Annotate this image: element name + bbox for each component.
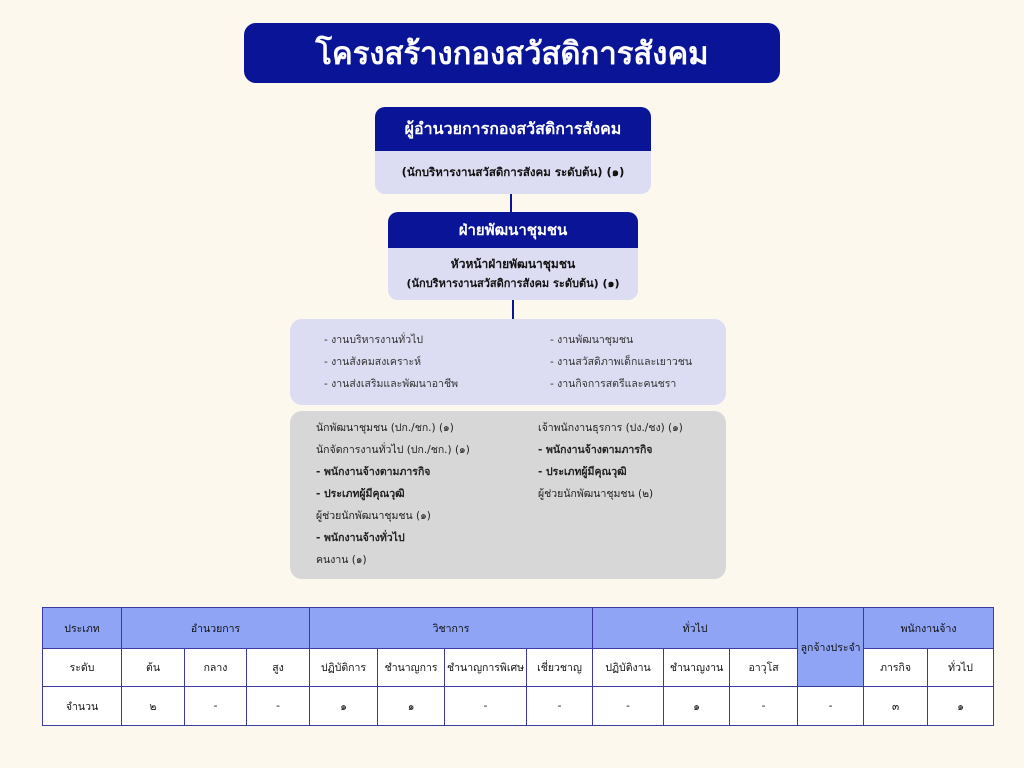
staff-item: เจ้าพนักงานธุรการ (ปง./ชง) (๑) (538, 422, 683, 434)
level-cell: อาวุโส (730, 649, 798, 687)
director-title-box (375, 107, 651, 151)
task-list-box (290, 319, 726, 405)
level-cell: ทั่วไป (928, 649, 994, 687)
section-head-position: (นักบริหารงานสวัสดิการสังคม ระดับต้น) (๑) (406, 277, 620, 290)
level-cell: กลาง (185, 649, 247, 687)
staff-item: นักพัฒนาชุมชน (ปก./ชก.) (๑) (316, 422, 454, 434)
staff-category: - ประเภทผู้มีคุณวุฒิ (316, 488, 405, 500)
level-cell: เชี่ยวชาญ (527, 649, 593, 687)
staff-category: - พนักงานจ้างตามภารกิจ (316, 466, 431, 478)
task-item: - งานบริหารงานทั่วไป (324, 334, 424, 346)
connector-line (510, 194, 512, 213)
row-header-type: ประเภท (43, 608, 122, 649)
count-cell: - (247, 687, 310, 726)
level-cell: ชำนาญงาน (664, 649, 730, 687)
level-cell: ภารกิจ (864, 649, 928, 687)
group-academic: วิชาการ (310, 608, 593, 649)
table-row (43, 608, 994, 649)
group-permanent: ลูกจ้างประจำ (798, 608, 864, 687)
staff-list-box (290, 411, 726, 579)
level-cell: ชำนาญการ (378, 649, 445, 687)
level-cell: ปฏิบัติงาน (593, 649, 664, 687)
task-item: - งานกิจการสตรีและคนชรา (550, 378, 677, 390)
summary-table (42, 607, 994, 726)
level-cell: สูง (247, 649, 310, 687)
count-cell: - (445, 687, 527, 726)
count-cell: ๑ (664, 687, 730, 726)
connector-line (512, 300, 514, 319)
staff-item: ผู้ช่วยนักพัฒนาชุมชน (๒) (538, 488, 654, 500)
count-cell: ๓ (864, 687, 928, 726)
group-management: อำนวยการ (122, 608, 310, 649)
director-position: (นักบริหารงานสวัสดิการสังคม ระดับต้น) (๑) (401, 164, 625, 179)
count-cell: - (185, 687, 247, 726)
director-position-box (375, 151, 651, 194)
count-cell: ๒ (122, 687, 185, 726)
count-cell: - (730, 687, 798, 726)
row-header-level: ระดับ (43, 649, 122, 687)
count-cell: - (593, 687, 664, 726)
staff-item: นักจัดการงานทั่วไป (ปก./ชก.) (๑) (316, 444, 470, 456)
level-cell: ชำนาญการพิเศษ (445, 649, 527, 687)
section-head: หัวหน้าฝ่ายพัฒนาชุมชน (450, 257, 576, 271)
table-row (43, 687, 994, 726)
staff-category: - พนักงานจ้างทั่วไป (316, 532, 405, 544)
group-general: ทั่วไป (593, 608, 798, 649)
count-cell: - (798, 687, 864, 726)
count-cell: ๑ (928, 687, 994, 726)
director-title: ผู้อำนวยการกองสวัสดิการสังคม (404, 118, 622, 138)
staff-category: - ประเภทผู้มีคุณวุฒิ (538, 466, 627, 478)
group-contract: พนักงานจ้าง (864, 608, 994, 649)
task-item: - งานสังคมสงเคราะห์ (324, 356, 422, 368)
task-item: - งานพัฒนาชุมชน (550, 334, 634, 346)
count-cell: ๑ (310, 687, 378, 726)
staff-item: คนงาน (๑) (316, 554, 367, 566)
task-item: - งานส่งเสริมและพัฒนาอาชีพ (324, 378, 458, 390)
section-title: ฝ่ายพัฒนาชุมชน (458, 221, 568, 239)
task-item: - งานสวัสดิภาพเด็กและเยาวชน (550, 356, 693, 368)
count-cell: ๑ (378, 687, 445, 726)
level-cell: ต้น (122, 649, 185, 687)
count-cell: - (527, 687, 593, 726)
section-title-box (388, 212, 638, 248)
staff-item: ผู้ช่วยนักพัฒนาชุมชน (๑) (316, 510, 431, 522)
page-title: โครงสร้างกองสวัสดิการสังคม (244, 23, 780, 83)
level-cell: ปฏิบัติการ (310, 649, 378, 687)
section-head-box (388, 248, 638, 300)
staff-category: - พนักงานจ้างตามภารกิจ (538, 444, 653, 456)
row-header-count: จำนวน (43, 687, 122, 726)
